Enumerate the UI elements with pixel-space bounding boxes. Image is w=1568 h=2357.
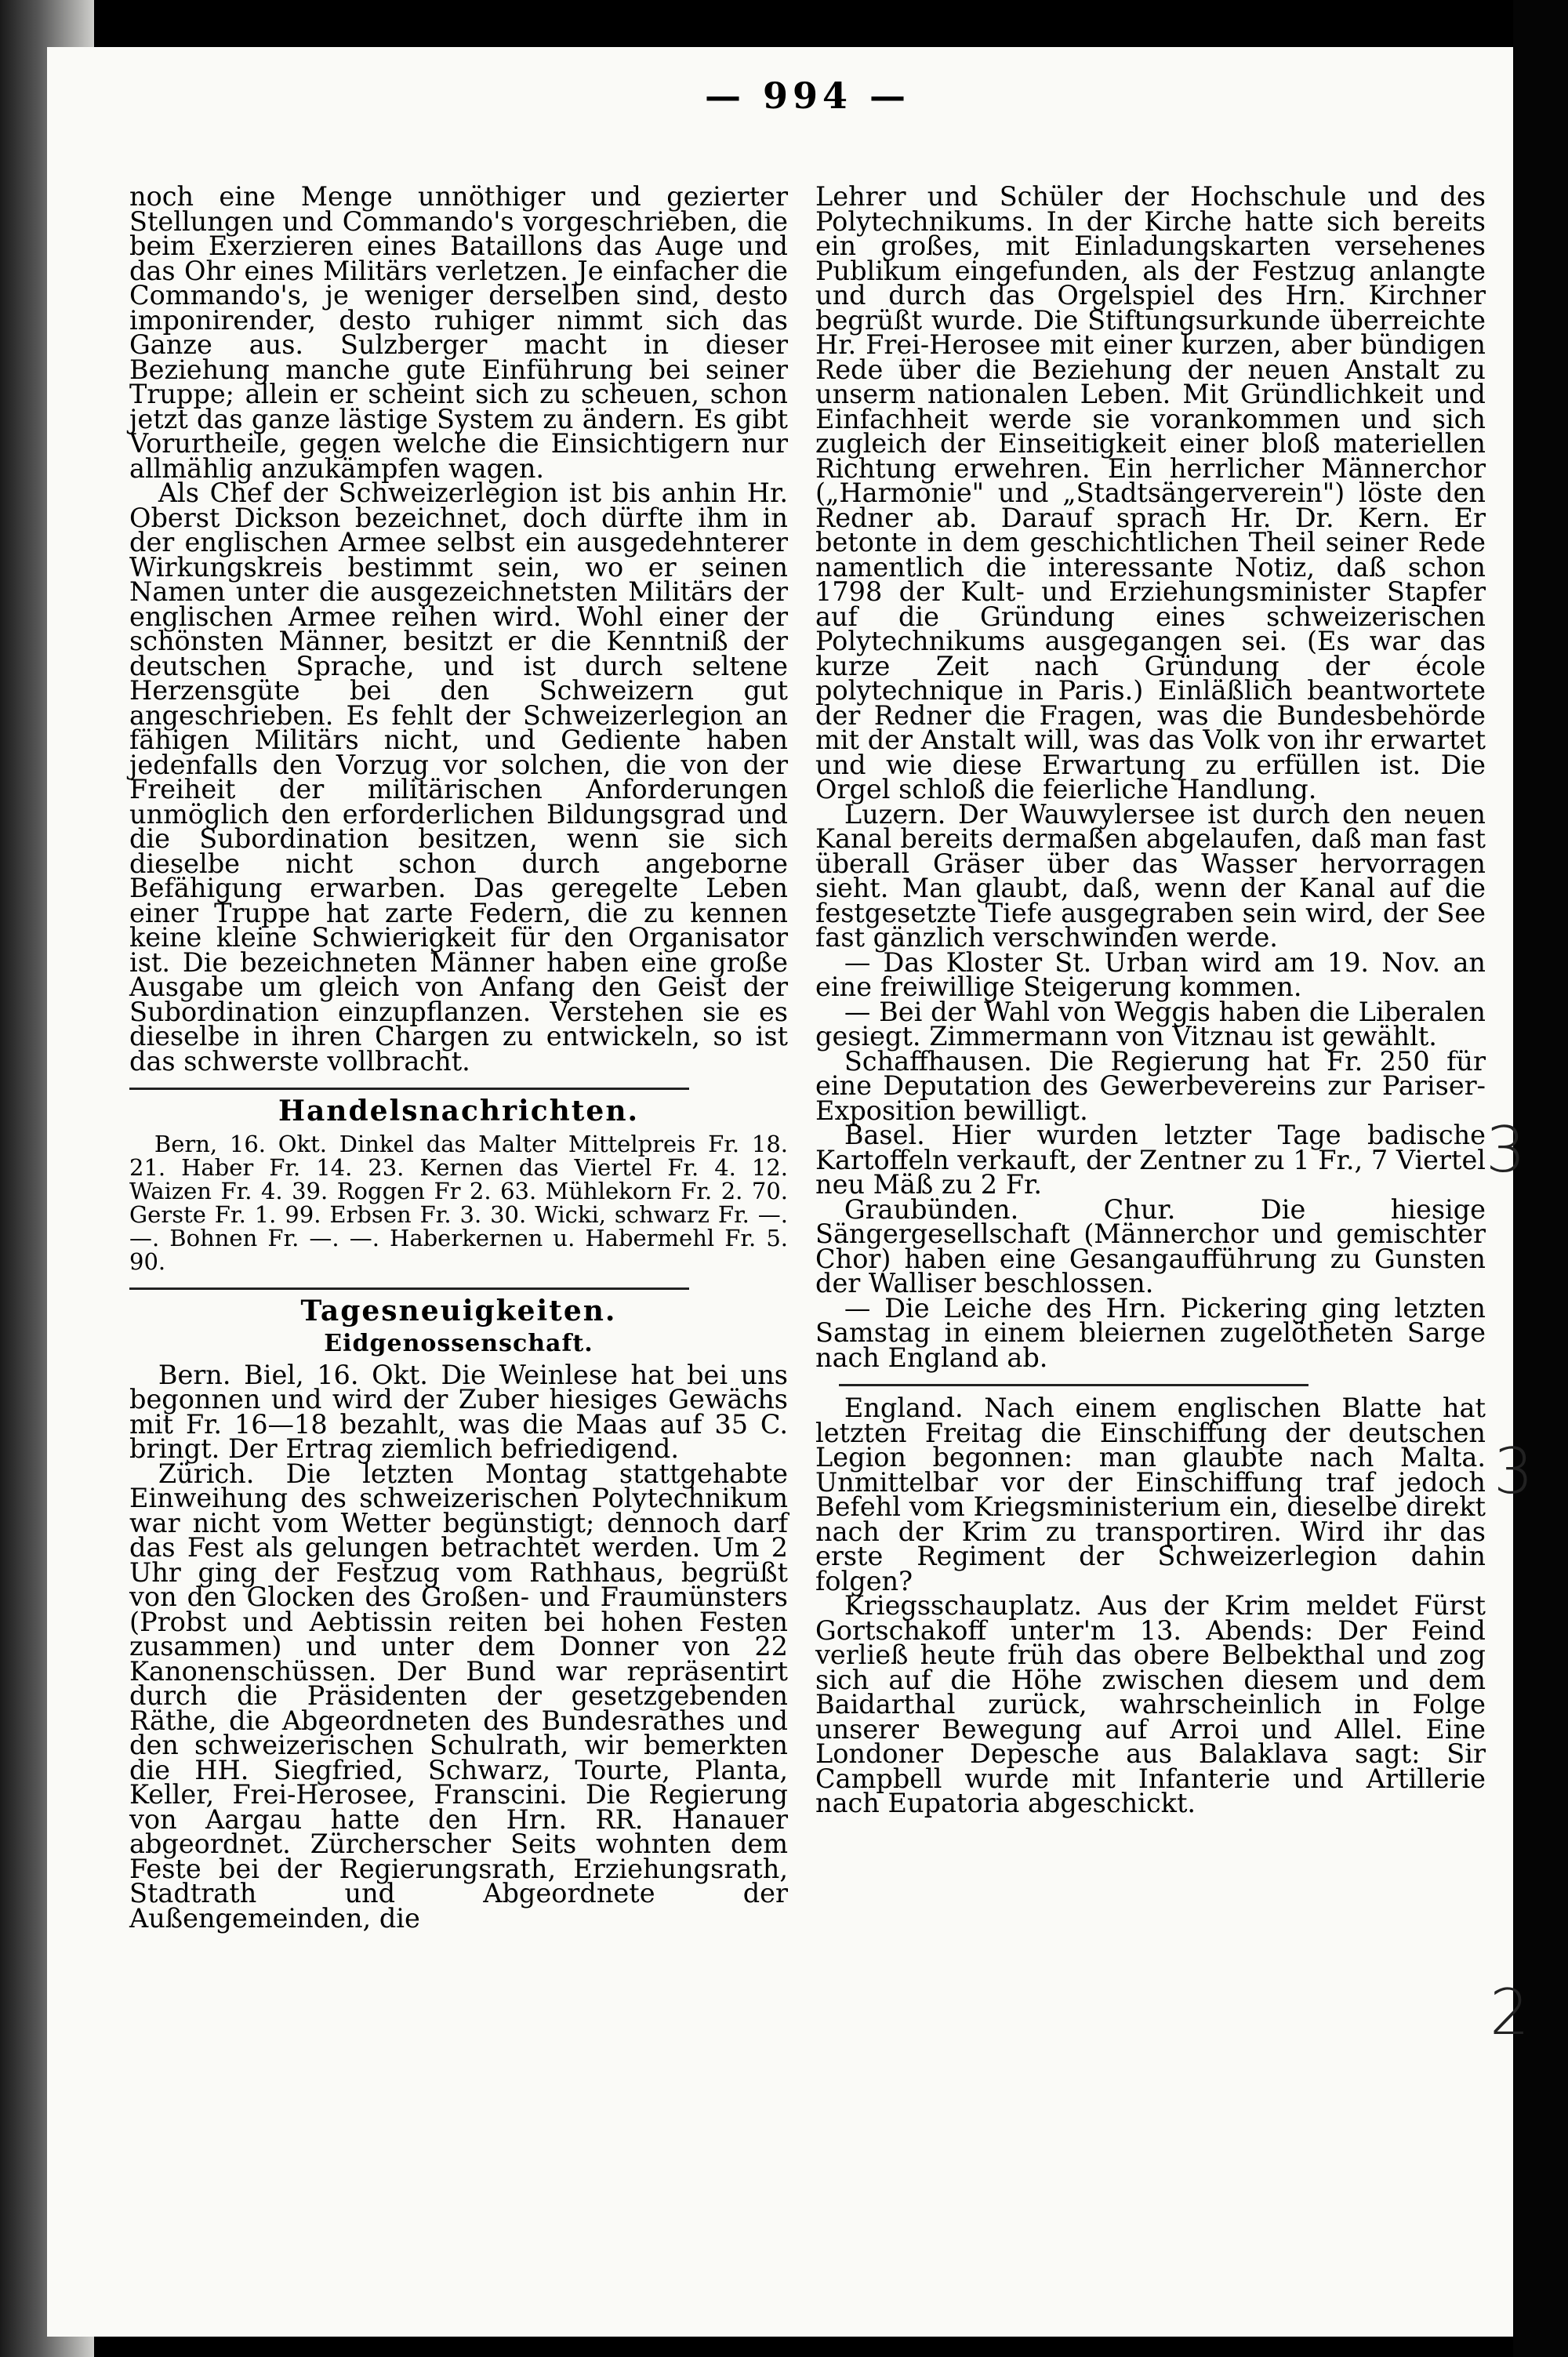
news-zuerich: Zürich. Die letzten Montag stattgehabte Einweihung des schweizerischen Polytechnikum war nicht vom Wetter begünstigt; dennoch darf das Fest als gelungen betrachtet werden. Um 2 Uhr ging der Festzug vom Rathhaus, begrüßt von den Glocken des Großen- und Fraumünsters (Probst und Aebtissin reiten bei hohen Festen zusammen) und unter dem Donner von 22 Kanonenschüssen. Der Bund war repräsentirt durch die Präsidenten der gesetzgebenden Räthe, die Abgeordneten des Bundesrathes und den schweizerischen Schulrath, wir bemerkten die HH. Siegfried, Schwarz, Tourte, Planta, Keller, Frei-Herosee, Franscini. Die Regierung von Aargau hatte den Hrn. RR. Hanauer abgeordnet. Zürcherscher Seits wohnten dem Feste bei der Regierungsrath, Erziehungsrath, Stadtrath und Abgeordnete der Außengemeinden, die (129, 1458, 788, 1934)
news-pickering: — Die Leiche des Hrn. Pickering ging letzten Samstag in einem bleiernen zugelötheten Sarge nach England ab. (815, 1292, 1486, 1373)
article-paragraph: Als Chef der Schweizerlegion ist bis anhin Hr. Oberst Dickson bezeichnet, doch dürfte ihm in der englischen Armee selbst ein ausgedehnterer Wirkungskreis bestimmt sein, wo er seinen Namen unter die ausgezeichnetsten Militärs der englischen Armee reihen wird. Wohl einer der schönsten Männer, besitzt er die Kenntniß der deutschen Sprache, und ist durch seltene Herzensgüte bei den Schweizern gut angeschrieben. Es fehlt der Schweizerlegion an fähigen Militärs nicht, und Gediente haben jedenfalls den Vorzug vor solchen, die von der Freiheit der militärischen Anforderungen unmöglich den erforderlichen Bildungsgrad und die Subordination besitzen, wenn sie sich dieselbe nicht schon durch angeborne Befähigung erwarben. Das geregelte Leben einer Truppe hat zarte Federn, die zu kennen keine kleine Schwierigkeit für den Organisator ist. Die bezeichneten Männer haben eine große Ausgabe um gleich von Anfang den Geist der Subordination einzupflanzen. Verstehen sie es dieselbe in ihren Chargen zu entwickeln, so ist das schwerste vollbracht. (129, 478, 788, 1077)
news-kloster: — Das Kloster St. Urban wird am 19. Nov. an eine freiwillige Steigerung kommen. (815, 946, 1486, 1002)
section-heading-tagesneuigkeiten: Tagesneuigkeiten. (300, 1294, 617, 1327)
section-divider (129, 1287, 689, 1290)
section-divider (129, 1088, 689, 1090)
news-basel: Basel. Hier wurden letzter Tage badische Kartoffeln verkauft, der Zentner zu 1 Fr., 7 Viertel neu Mäß zu 2 Fr. (815, 1120, 1486, 1200)
left-column (129, 181, 788, 1934)
handwritten-margin-mark: 3 (1494, 1435, 1534, 1508)
news-zuerich-continued: Lehrer und Schüler der Hochschule und des Polytechnikums. In der Kirche hatte sich bereits ein großes, mit Einladungskarten versehenes Publikum eingefunden, als der Festzug anlangte und durch das Orgelspiel des Hrn. Kirchner begrüßt wurde. Die Stiftungsurkunde überreichte Hr. Frei-Herosee mit einer kurzen, aber bündigen Rede über die Beziehung der neuen Anstalt zu unserm nationalen Leben. Mit Gründlichkeit und Einfachheit werde sie vorankommen und sich zugleich der Einseitigkeit einer bloß materiellen Richtung erwehren. Ein herrlicher Männerchor („Harmonie" und „Stadtsängerverein") löste den Redner ab. Darauf sprach Hr. Dr. Kern. Er betonte in dem geschichtlichen Theil seiner Rede namentlich die interessante Notiz, daß schon 1798 der Kult- und Erziehungsminister Stapfer auf die Gründung eines schweizerischen Polytechnikums ausgegangen sei. (Es war das kurze Zeit nach Gründung der école polytechnique in Paris.) Einläßlich beantwortete der Redner die Fragen, was die Bundesbehörde mit der Anstalt will, was das Volk von ihr erwartet und wie diese Erwartung zu erfüllen ist. Die Orgel schloß die feierliche Handlung. (815, 181, 1486, 804)
subheading-eidgenossenschaft: Eidgenossenschaft. (324, 1330, 593, 1357)
news-england: England. Nach einem englischen Blatte hat letzten Freitag die Einschiffung der deutschen Legion begonnen: man glaubte nach Malta. Unmittelbar vor der Einschiffung traf jedoch Befehl vom Kriegsministerium ein, dieselbe direkt nach der Krim zu transportiren. Wird ihr das erste Regiment der Schweizerlegion dahin folgen? (815, 1393, 1486, 1596)
market-prices: Bern, 16. Okt. Dinkel das Malter Mittelpreis Fr. 18. 21. Haber Fr. 14. 23. Kernen das Viertel Fr. 4. 12. Waizen Fr. 4. 39. Roggen Fr 2. 63. Mühlekorn Fr. 2. 70. Gerste Fr. 1. 99. Erbsen Fr. 3. 30. Wicki, schwarz Fr. —. —. Bohnen Fr. —. —. Haberkernen u. Habermehl Fr. 5. 90. (129, 1130, 788, 1275)
news-luzern: Luzern. Der Wauwylersee ist durch den neuen Kanal bereits dermaßen abgelaufen, daß man fast überall Gräser über das Wasser hervorragen sieht. Man glaubt, daß, wenn der Kanal auf die festgesetzte Tiefe ausgegraben sein wird, der See fast gänzlich verschwinden werde. (815, 798, 1486, 953)
page-number: — 994 — (704, 74, 911, 117)
news-graubuenden: Graubünden. Chur. Die hiesige Sängergesellschaft (Männerchor und gemischter Chor) haben eine Gesangaufführung zu Gunsten der Walliser beschlossen. (815, 1193, 1486, 1298)
section-heading-handel: Handelsnachrichten. (278, 1095, 640, 1128)
handwritten-margin-mark: 3 (1486, 1113, 1526, 1186)
right-column (815, 181, 1486, 1818)
news-schaffhausen: Schaffhausen. Die Regierung hat Fr. 250 für eine Deputation des Gewerbevereins zur Pariser-Exposition bewilligt. (815, 1045, 1486, 1126)
news-kriegsschauplatz: Kriegsschauplatz. Aus der Krim meldet Fürst Gortschakoff unter'm 13. Abends: Der Feind verließ heute früh das obere Belbekthal und zog sich auf die Höhe zwischen diesem und dem Baidarthal zurück, wahrscheinlich in Folge unserer Bewegung auf Arroi und Allel. Eine Londoner Depesche aus Balaklava sagt: Sir Campbell wurde mit Infanterie und Artillerie nach Eupatoria abgeschickt. (815, 1590, 1486, 1818)
article-paragraph: noch eine Menge unnöthiger und gezierter Stellungen und Commando's vorgeschrieben, die beim Exerzieren eines Bataillons das Auge und das Ohr eines Militärs verletzen. Je einfacher die Commando's, je weniger derselben sind, desto imponirender, desto ruhiger nimmt sich das Ganze aus. Sulzberger macht in dieser Beziehung manche gute Einführung bei seiner Truppe; allein er scheint sich zu scheuen, schon jetzt das ganze lästige System zu ändern. Es gibt Vorurtheile, gegen welche die Einsichtigern nur allmählig anzukämpfen wagen. (129, 181, 788, 484)
news-weggis: — Bei der Wahl von Weggis haben die Liberalen gesiegt. Zimmermann von Vitznau ist gewählt. (815, 996, 1486, 1051)
handwritten-margin-mark: 2 (1490, 1976, 1530, 2049)
section-divider (839, 1384, 1308, 1386)
news-bern: Bern. Biel, 16. Okt. Die Weinlese hat bei uns begonnen und wird der Zuber hiesiges Gewächs mit Fr. 16—18 bezahlt, was die Maas auf 35 C. bringt. Der Ertrag ziemlich befriedigend. (129, 1359, 788, 1464)
